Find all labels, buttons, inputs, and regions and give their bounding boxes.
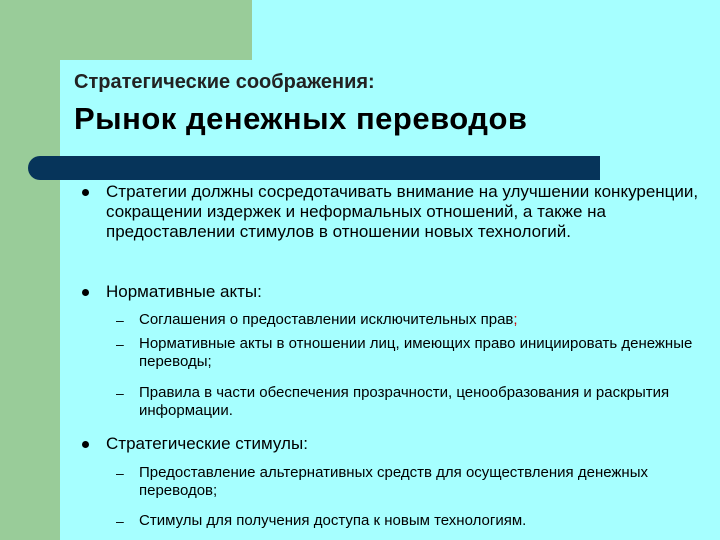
dash-icon: – — [116, 513, 124, 529]
bullet-icon — [82, 189, 89, 196]
slide-title: Рынок денежных переводов — [74, 101, 528, 136]
sub-item-exclusive-rights-text: Соглашения о предоставлении исключительных прав — [139, 311, 514, 328]
bullet-item-regulations: Нормативные акты: — [106, 282, 262, 301]
bullet-icon — [82, 441, 89, 448]
bullet-item-incentives: Стратегические стимулы: — [106, 434, 308, 453]
bullet-icon — [82, 289, 89, 296]
sub-item-alternative-means: Предоставление альтернативных средств для осуществления денежных переводов; — [139, 464, 648, 499]
dash-icon: – — [116, 465, 124, 481]
slide-subtitle: Стратегические соображения: — [74, 71, 375, 93]
sub-item-transparency-rules: Правила в части обеспечения прозрачности, ценообразования и раскрытия информации. — [139, 384, 670, 419]
bullet-item-strategies: Стратегии должны сосредотачивать внимание на улучшении конкуренции, сокращении издержек и неформальных отношений, а также на предоставлении стимулов в отношении новых технологий. — [106, 182, 699, 241]
dash-icon: – — [116, 385, 124, 401]
sub-item-persons-regulation: Нормативные акты в отношении лиц, имеющих право инициировать денежные переводы; — [139, 335, 693, 370]
sub-item-exclusive-rights-tail: ; — [513, 311, 518, 328]
dash-icon: – — [116, 336, 124, 352]
dash-icon: – — [116, 312, 124, 328]
sub-item-technology-access: Стимулы для получения доступа к новым технологиям. — [139, 512, 527, 529]
title-underline-bar — [28, 156, 600, 180]
sub-item-exclusive-rights — [139, 311, 719, 329]
